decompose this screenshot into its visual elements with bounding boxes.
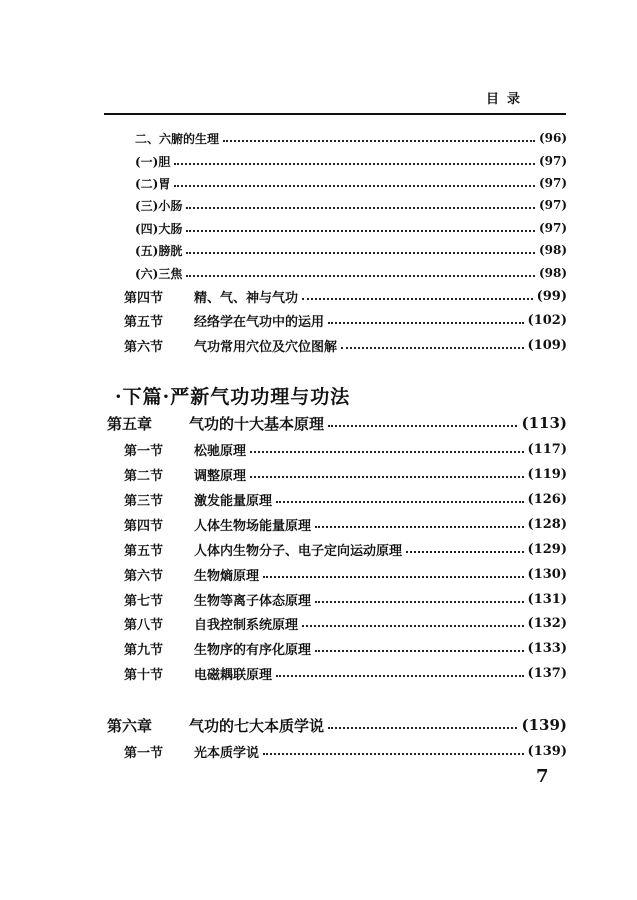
- toc-entry[interactable]: [0, 239, 637, 261]
- section-number: 第三节: [124, 493, 164, 509]
- dot-leader: [302, 284, 533, 300]
- section-page: (126): [527, 491, 567, 507]
- section-title: 人体内生物分子、电子定向运动原理: [194, 543, 403, 559]
- dot-leader: [328, 411, 517, 427]
- toc-section[interactable]: [0, 740, 637, 762]
- page-number: 7: [536, 766, 549, 787]
- section-title: 自我控制系统原理: [194, 617, 299, 633]
- dot-leader: [174, 149, 535, 165]
- section-title: 经络学在气功中的运用: [194, 314, 325, 330]
- dot-leader: [315, 636, 524, 652]
- dot-leader: [302, 611, 524, 627]
- toc-entry-page: (97): [538, 154, 567, 168]
- dot-leader: [250, 462, 524, 478]
- toc-section[interactable]: [0, 309, 637, 331]
- section-page: (129): [527, 541, 567, 557]
- toc-entry[interactable]: [0, 172, 637, 194]
- dot-leader: [315, 587, 524, 603]
- section-page: (117): [527, 441, 567, 457]
- dot-leader: [341, 333, 524, 349]
- section-number: 第一节: [124, 745, 164, 761]
- section-title: 生物序的有序化原理: [194, 642, 312, 658]
- dot-leader: [186, 238, 535, 254]
- toc-section[interactable]: [0, 488, 637, 510]
- toc-section[interactable]: [0, 334, 637, 356]
- dot-leader: [186, 261, 535, 277]
- chapter-page: (113): [521, 414, 567, 432]
- toc-entry-page: (97): [538, 198, 567, 212]
- chapter-number: 第六章: [107, 716, 153, 735]
- chapter-title: 气功的七大本质学说: [189, 716, 325, 735]
- section-number: 第一节: [124, 443, 164, 459]
- part-title: ·下篇·严新气功功理与功法: [115, 386, 351, 408]
- dot-leader: [186, 216, 535, 232]
- section-number: 第二节: [124, 468, 164, 484]
- section-page: (131): [527, 591, 567, 607]
- section-page: (133): [527, 640, 567, 656]
- toc-entry-page: (98): [538, 243, 567, 257]
- dot-leader: [276, 487, 524, 503]
- toc-section[interactable]: [0, 588, 637, 610]
- dot-leader: [186, 193, 535, 209]
- toc-section[interactable]: [0, 463, 637, 485]
- section-number: 第五节: [124, 543, 164, 559]
- toc-entry-label: (三)小肠: [135, 198, 183, 213]
- section-page: (128): [527, 516, 567, 532]
- chapter-page: (139): [521, 716, 567, 734]
- section-title: 光本质学说: [194, 745, 260, 761]
- section-number: 第十节: [124, 667, 164, 683]
- toc-chapter[interactable]: [0, 412, 637, 434]
- dot-leader: [276, 661, 524, 677]
- toc-entry-label: (一)胆: [135, 154, 171, 169]
- dot-leader: [223, 126, 535, 142]
- section-number: 第八节: [124, 617, 164, 633]
- dot-leader: [328, 308, 524, 324]
- section-number: 第九节: [124, 642, 164, 658]
- section-title: 人体生物场能量原理: [194, 518, 312, 534]
- toc-section[interactable]: [0, 637, 637, 659]
- section-page: (130): [527, 566, 567, 582]
- section-title: 生物等离子体态原理: [194, 593, 312, 609]
- toc-entry-page: (97): [538, 176, 567, 190]
- toc-entry-page: (96): [538, 131, 567, 145]
- toc-entry[interactable]: [0, 262, 637, 284]
- section-number: 第六节: [124, 339, 164, 355]
- section-page: (137): [527, 665, 567, 681]
- toc-section[interactable]: [0, 662, 637, 684]
- section-number: 第五节: [124, 314, 164, 330]
- section-title: 调整原理: [194, 468, 247, 484]
- toc-entry-label: (六)三焦: [135, 266, 183, 281]
- section-number: 第四节: [124, 290, 164, 306]
- toc-chapter[interactable]: [0, 714, 637, 736]
- toc-entry[interactable]: [0, 127, 637, 149]
- toc-section[interactable]: [0, 563, 637, 585]
- section-title: 气功常用穴位及穴位图解: [194, 339, 338, 355]
- toc-entry-page: (97): [538, 221, 567, 235]
- toc-section[interactable]: [0, 538, 637, 560]
- section-page: (132): [527, 615, 567, 631]
- section-number: 第四节: [124, 518, 164, 534]
- section-title: 激发能量原理: [194, 493, 273, 509]
- dot-leader: [315, 512, 524, 528]
- chapter-title: 气功的十大基本原理: [189, 414, 325, 433]
- dot-leader: [174, 171, 535, 187]
- toc-entry-page: (98): [538, 266, 567, 280]
- chapter-number: 第五章: [107, 414, 153, 433]
- section-number: 第七节: [124, 593, 164, 609]
- section-page: (119): [527, 466, 567, 482]
- section-title: 松驰原理: [194, 443, 247, 459]
- header-rule: [104, 113, 566, 115]
- toc-entry[interactable]: [0, 194, 637, 216]
- toc-entry-label: (二)胃: [135, 176, 171, 191]
- section-page: (139): [527, 743, 567, 759]
- toc-section[interactable]: [0, 513, 637, 535]
- section-page: (102): [527, 312, 567, 328]
- toc-entry-label: (四)大肠: [135, 221, 183, 236]
- section-number: 第六节: [124, 568, 164, 584]
- dot-leader: [250, 437, 524, 453]
- section-title: 电磁耦联原理: [194, 667, 273, 683]
- dot-leader: [263, 562, 524, 578]
- toc-entry[interactable]: [0, 217, 637, 239]
- running-header-title: 目录: [486, 92, 529, 107]
- section-title: 生物熵原理: [194, 568, 260, 584]
- toc-section[interactable]: [0, 285, 637, 307]
- dot-leader: [328, 713, 517, 729]
- toc-entry-label: 二、六腑的生理: [135, 131, 220, 146]
- toc-entry-label: (五)膀胱: [135, 243, 183, 258]
- section-page: (109): [527, 337, 567, 353]
- section-page: (99): [536, 288, 567, 304]
- section-title: 精、气、神与气功: [194, 290, 299, 306]
- toc-entry[interactable]: [0, 150, 637, 172]
- toc-section[interactable]: [0, 438, 637, 460]
- toc-section[interactable]: [0, 612, 637, 634]
- dot-leader: [406, 537, 524, 553]
- dot-leader: [263, 739, 524, 755]
